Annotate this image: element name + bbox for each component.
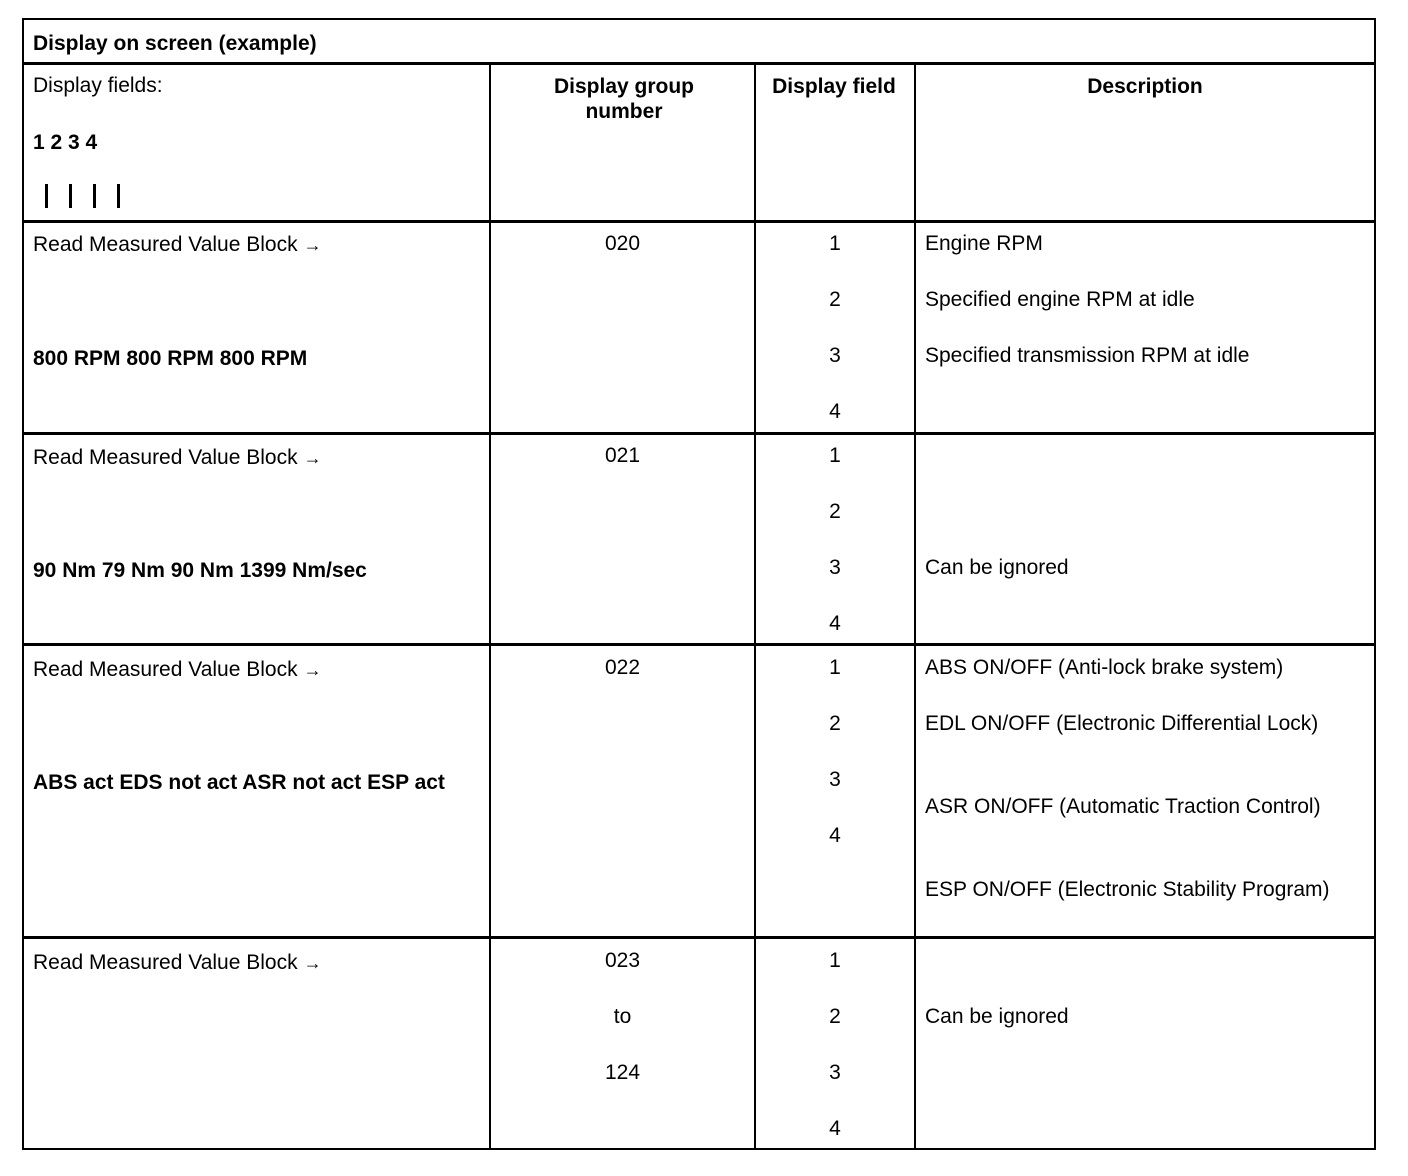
column-header-description: Description bbox=[1087, 75, 1203, 98]
description: ABS ON/OFF (Anti-lock brake system) bbox=[925, 656, 1284, 679]
description: ASR ON/OFF (Automatic Traction Control) bbox=[925, 795, 1321, 818]
arrow-icon: → bbox=[303, 448, 322, 468]
arrow-icon: → bbox=[303, 235, 322, 255]
field-number: 3 bbox=[829, 768, 841, 791]
description: Specified transmission RPM at idle bbox=[925, 344, 1250, 367]
group-number: 124 bbox=[604, 1061, 641, 1084]
divider bbox=[24, 432, 1374, 435]
field-number: 3 bbox=[829, 1061, 841, 1084]
field-marker bbox=[117, 184, 120, 208]
display-fields-label: Display fields: bbox=[33, 74, 163, 97]
field-number: 4 bbox=[829, 824, 841, 847]
display-field-numbers: 1 2 3 4 bbox=[33, 131, 98, 154]
divider bbox=[489, 64, 491, 1150]
table-title: Display on screen (example) bbox=[33, 32, 317, 55]
divider bbox=[914, 64, 916, 1150]
row-action: Read Measured Value Block → bbox=[33, 446, 322, 469]
description: Can be ignored bbox=[925, 556, 1069, 579]
divider bbox=[24, 643, 1374, 646]
group-range-label: to bbox=[613, 1005, 632, 1028]
divider bbox=[24, 62, 1374, 65]
field-number: 1 bbox=[829, 444, 841, 467]
field-number: 2 bbox=[829, 1005, 841, 1028]
group-number: 023 bbox=[604, 949, 641, 972]
group-number: 022 bbox=[604, 656, 641, 679]
divider bbox=[24, 220, 1374, 223]
field-number: 4 bbox=[829, 612, 841, 635]
field-number: 1 bbox=[829, 656, 841, 679]
arrow-icon: → bbox=[303, 953, 322, 973]
description: ESP ON/OFF (Electronic Stability Program) bbox=[925, 878, 1330, 901]
measured-value-table bbox=[22, 18, 1376, 1150]
row-action: Read Measured Value Block → bbox=[33, 658, 322, 681]
column-header-group: Display group number bbox=[553, 75, 695, 123]
field-marker bbox=[45, 184, 48, 208]
row-action: Read Measured Value Block → bbox=[33, 951, 322, 974]
row-screen-value: ABS act EDS not act ASR not act ESP act bbox=[33, 771, 445, 794]
field-number: 4 bbox=[829, 400, 841, 423]
divider bbox=[754, 64, 756, 1150]
field-number: 1 bbox=[829, 232, 841, 255]
row-action: Read Measured Value Block → bbox=[33, 233, 322, 256]
column-header-field: Display field bbox=[772, 75, 896, 98]
field-number: 3 bbox=[829, 344, 841, 367]
field-number: 4 bbox=[829, 1117, 841, 1140]
row-screen-value: 90 Nm 79 Nm 90 Nm 1399 Nm/sec bbox=[33, 559, 367, 582]
divider bbox=[24, 936, 1374, 939]
row-screen-value: 800 RPM 800 RPM 800 RPM bbox=[33, 347, 308, 370]
field-number: 3 bbox=[829, 556, 841, 579]
field-number: 1 bbox=[829, 949, 841, 972]
description: EDL ON/OFF (Electronic Differential Lock) bbox=[925, 712, 1319, 735]
field-marker bbox=[93, 184, 96, 208]
description: Can be ignored bbox=[925, 1005, 1069, 1028]
description: Specified engine RPM at idle bbox=[925, 288, 1195, 311]
field-number: 2 bbox=[829, 288, 841, 311]
group-number: 021 bbox=[604, 444, 641, 467]
field-marker bbox=[69, 184, 72, 208]
arrow-icon: → bbox=[303, 660, 322, 680]
description: Engine RPM bbox=[925, 232, 1043, 255]
field-number: 2 bbox=[829, 712, 841, 735]
group-number: 020 bbox=[604, 232, 641, 255]
field-number: 2 bbox=[829, 500, 841, 523]
